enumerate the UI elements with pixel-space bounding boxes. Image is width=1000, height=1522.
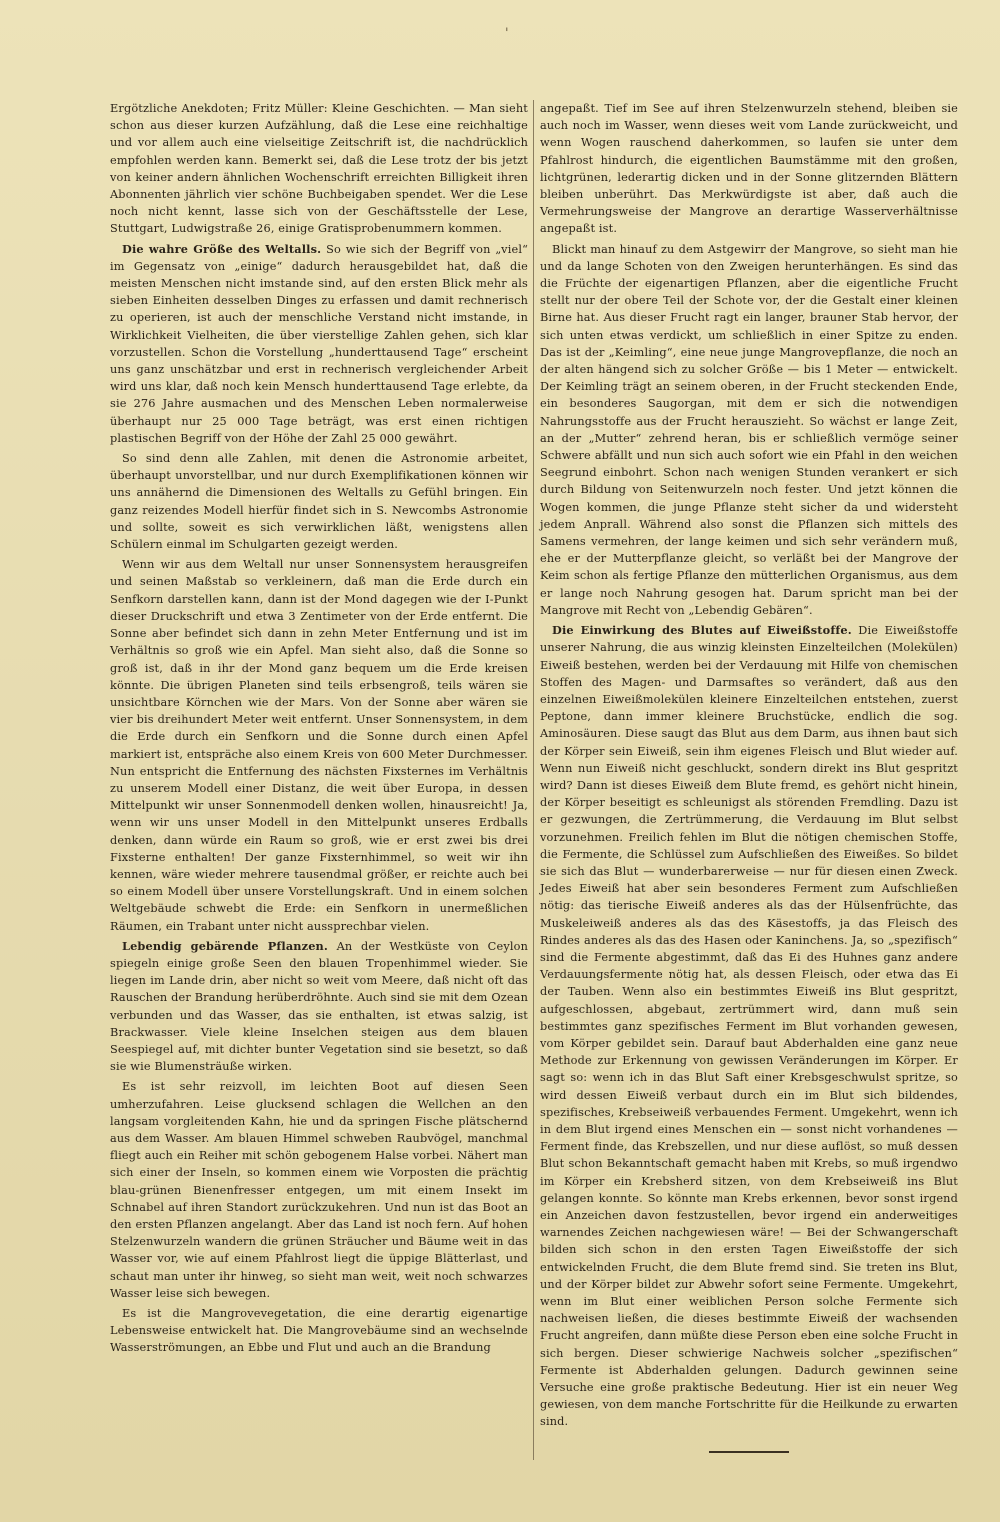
article-heading-weltall: Die wahre Größe des Weltalls. xyxy=(122,241,322,256)
paragraph-mangrove-2: Blickt man hinauf zu dem Astgewirr der Mangrove, so sieht man hie und da lange Schoten von den Zweigen herunterhängen. Es sind das die Früchte der eigenartigen Pflanzen, aber die eigentliche Frucht stellt nur der obere Teil der Schote vor, der die Gestalt einer kleinen Birne hat. Aus dieser Frucht ragt ein langer, brauner Stab hervor, der sich unten etwas verdickt, um schließlich in einer Spitze zu enden. Das ist der „Keimling“, eine neue junge Mangrovepflanze, die noch an der alten hängend sich zu solcher Größe — bis 1 Meter — entwickelt. Der Keimling trägt an seinem oberen, in der Frucht steckenden Ende, ein besonderes Saugorgan, mit dem er sich die notwendigen Nahrungsstoffe aus der Frucht herauszieht. So wächst er lange Zeit, an der „Mutter“ zehrend heran, bis er schließlich vermöge seiner Schwere abfällt und nun sich auch sofort wie ein Pfahl in den weichen Seegrund einbohrt. Schon nach wenigen Stunden verankert er sich durch Bildung von Seitenwurzeln noch fester. Und jetzt können die Wogen kommen, die junge Pflanze steht sicher da und widersteht jedem Anprall. Während also sonst die Pflanzen sich mittels des Samens vermehren, der lange keimen und sich sehr verändern muß, ehe er der Mutterpflanze gleicht, so verläßt bei der Mangrove der Keim schon als fertige Pflanze den mütterlichen Organismus, aus dem er lange noch Nahrung gesogen hat. Darum spricht man bei der Mangrove mit Recht von „Lebendig Gebären“. xyxy=(540,242,958,617)
paragraph-pflanzen-intro: Lebendig gebärende Pflanzen. An der Westküste von Ceylon spiegeln einige große Seen den blauen Tropenhimmel wieder. Sie liegen im Lande drin, aber nicht so weit vom Meere, daß nicht oft das Rauschen der Brandung herüberdröhnte. Auch sind sie mit dem Ozean verbunden und das Wasser, das sie enthalten, ist etwas salzig, ist Brackwasser. Viele kleine Inselchen steigen aus dem blauen Seespiegel auf, mit dichter bunter Vegetation sind sie besetzt, so daß sie wie Blumensträuße wirken. xyxy=(110,938,528,1074)
article-heading-eiweiss: Die Einwirkung des Blutes auf Eiweißstoffe. xyxy=(552,623,852,638)
left-column xyxy=(110,100,528,1360)
right-column xyxy=(540,100,958,1453)
paragraph-pflanzen-2: Es ist sehr reizvoll, im leichten Boot auf diesen Seen umherzufahren. Leise glucksend schlagen die Wellchen an den langsam vorgleitenden Kahn, hie und da springen Fische plätschernd aus dem Wasser. Am blauen Himmel schweben Raubvögel, manchmal fliegt auch ein Reiher mit schön gebogenem Halse vorbei. Nähert man sich einer der Inseln, so kommen einem wie Vorposten die prächtig blau-grünen Bienenfresser entgegen, um mit einem Insekt im Schnabel auf ihren Standort zurückzukehren. Und nun ist das Boot an den ersten Pflanzen angelangt. Aber das Land ist noch fern. Auf hohen Stelzenwurzeln wandern die grünen Sträucher und Bäume weit in das Wasser vor, wie auf einem Pfahlrost liegt die üppige Blätterlast, und schaut man unter ihr hinweg, so sieht man weit, weit noch schwarzes Wasser leise sich bewegen. xyxy=(110,1080,528,1300)
paragraph-weltall-2: So sind denn alle Zahlen, mit denen die Astronomie arbeitet, überhaupt unvorstellbar, und nur durch Exemplifikationen können wir uns annähernd die Dimensionen des Weltalls zu Gefühl bringen. Ein ganz reizendes Modell hierfür findet sich in S. Newcombs Astronomie und sollte, soweit es sich verwirklichen läßt, wenigstens allen Schülern einmal im Schulgarten gezeigt werden. xyxy=(110,452,528,552)
column-divider xyxy=(533,100,534,1460)
paragraph-pflanzen-3: Es ist die Mangrovevegetation, die eine derartig eigenartige Lebensweise entwickelt hat. Die Mangrovebäume sind an wechselnde Wasserströmungen, an Ebbe und Flut und auch an die Brandung xyxy=(110,1307,528,1355)
paragraph-weltall-3: Wenn wir aus dem Weltall nur unser Sonnensystem herausgreifen und seinen Maßstab so verkleinern, daß man die Erde durch ein Senfkorn darstellen kann, dann ist der Mond dagegen wie der I-Punkt dieser Druckschrift und etwa 3 Zentimeter von der Erde entfernt. Die Sonne aber befindet sich dann in zehn Meter Entfernung und ist im Verhältnis so groß wie ein Apfel. Man sieht also, daß die Sonne so groß ist, daß in ihr der Mond ganz bequem um die Erde kreisen könnte. Die übrigen Planeten sind teils erbsengroß, teils wären sie unsichtbare Körnchen wie der Mars. Von der Sonne aber wären sie vier bis dreihundert Meter weit entfernt. Unser Sonnensystem, in dem die Erde durch ein Senfkorn und die Sonne durch einen Apfel markiert ist, entspräche also einem Kreis von 600 Meter Durchmesser. Nun entspricht die Entfernung des nächsten Fixsternes im Verhältnis zu unserem Modell einer Distanz, die weit über Europa, in dessen Mittelpunkt wir unser Sonnenmodell denken wollen, hinausreicht! Ja, wenn wir uns unser Modell in den Mittelpunkt unseres Erdballs denken, dann würde ein Raum so groß, wie er erst zwei bis drei Fixsterne enthalten! Der ganze Fixsternhimmel, so weit wir ihn kennen, wäre wieder mehrere tausendmal größer, er reichte auch bei so einem Modell über unsere Vorstellungskraft. Und in einem solchen Weltgebäude schwebt die Erde: ein Senfkorn in unermeßlichen Räumen, ein Trabant unter nicht aussprechbar vielen. xyxy=(110,558,528,933)
page-mark: ' xyxy=(505,26,509,41)
end-rule xyxy=(709,1451,789,1453)
paragraph-eiweiss: Die Einwirkung des Blutes auf Eiweißstoffe. Die Eiweißstoffe unserer Nahrung, die aus winzig kleinsten Einzelteilchen (Molekülen) Eiweiß bestehen, werden bei der Verdauung mit Hilfe von chemischen Stoffen des Magen- und Darmsaftes so verändert, daß aus den einzelnen Eiweißmolekülen kleinere Einzelteilchen entstehen, zuerst Peptone, dann immer kleinere Bruchstücke, endlich die sog. Aminosäuren. Diese saugt das Blut aus dem Darm, aus ihnen baut sich der Körper sein Eiweiß, sein ihm eigenes Fleisch und Blut wieder auf. Wenn nun Eiweiß nicht geschluckt, sondern direkt ins Blut gespritzt wird? Dann ist dieses Eiweiß dem Blute fremd, es gehört nicht hinein, der Körper beseitigt es schleunigst als störenden Fremdling. Dazu ist er gezwungen, die Zertrümmerung, die Verdauung im Blut selbst vorzunehmen. Freilich fehlen im Blut die nötigen chemischen Stoffe, die Fermente, die Schlüssel zum Aufschließen des Eiweißes. So bildet sie sich das Blut — wunderbarerweise — nur für diesen einen Zweck. Jedes Eiweiß hat aber sein besonderes Ferment zum Aufschließen nötig: das tierische Eiweiß anderes als das der Hülsenfrüchte, das Muskeleiweiß anderes als das des Käsestoffs, ja das Fleisch des Rindes anderes als das des Hasen oder Kaninchens. Ja, so „spezifisch“ sind die Fermente abgestimmt, daß das Ei des Huhnes ganz andere Verdauungsfermente nötig hat, als dessen Fleisch, oder etwa das Ei der Tauben. Wenn also ein bestimmtes Eiweiß ins Blut gespritzt, aufgeschlossen, abgebaut, zertrümmert wird, dann muß sein bestimmtes ganz spezifisches Ferment im Blut vorhanden gewesen, vom Körper gebildet sein. Darauf baut Abderhalden eine ganz neue Methode zur Erkennung von gewissen Veränderungen im Körper. Er sagt so: wenn ich in das Blut Saft einer Krebsgeschwulst spritze, so wird dessen Eiweiß verbaut durch ein im Blut sich bildendes, spezifisches, Krebseiweiß verbauendes Ferment. Umgekehrt, wenn ich in dem Blut irgend eines Menschen ein — sonst nicht vorhandenes — Ferment finde, das Krebszellen, und nur diese auflöst, so muß dessen Blut schon Bekanntschaft gemacht haben mit Krebs, so muß irgendwo im Körper ein Krebsherd sitzen, von dem Krebseiweiß ins Blut gelangen konnte. So könnte man Krebs erkennen, bevor sonst irgend ein Anzeichen davon festzustellen, bevor irgend ein anderweitiges warnendes Zeichen nachgewiesen wäre! — Bei der Schwangerschaft bilden sich schon in den ersten Tagen Eiweißstoffe der sich entwickelnden Frucht, die dem Blute fremd sind. Sie treten ins Blut, und der Körper bildet zur Abwehr sofort seine Fermente. Umgekehrt, wenn im Blut einer weiblichen Person solche Fermente sich nachweisen ließen, die dieses bestimmte Eiweiß der wachsenden Frucht angreifen, dann müßte diese Person eben eine solche Frucht in sich bergen. Dieser schwierige Nachweis solcher „spezifischen“ Fermente ist Abderhalden gelungen. Dadurch gewinnen seine Versuche eine große praktische Bedeutung. Hier ist ein neuer Weg gewiesen, von dem manche Fortschritte für die Heilkunde zu erwarten sind. xyxy=(540,623,958,1429)
article-heading-pflanzen: Lebendig gebärende Pflanzen. xyxy=(122,938,328,953)
paragraph-mangrove-cont: angepaßt. Tief im See auf ihren Stelzenwurzeln stehend, bleiben sie auch noch im Wasser, wenn dieses weit vom Lande zurückweicht, und wenn Wogen rauschend daherkommen, so laufen sie unter dem Pfahlrost hindurch, die eigentlichen Baumstämme mit den großen, lichtgrünen, lederartig dicken und in der Sonne glitzernden Blättern bleiben unberührt. Das Merkwürdigste ist aber, daß auch die Vermehrungsweise der Mangrove an derartige Wasserverhältnisse angepaßt ist. xyxy=(540,102,958,236)
paragraph-lese: Ergötzliche Anekdoten; Fritz Müller: Kleine Geschichten. — Man sieht schon aus dieser kurzen Aufzählung, daß die Lese eine reichhaltige und vor allem auch eine vielseitige Zeitschrift ist, die nachdrücklich empfohlen werden kann. Bemerkt sei, daß die Lese trotz der bis jetzt von keiner andern ähnlichen Wochenschrift erreichten Billigkeit ihren Abonnenten jährlich vier schöne Buchbeigaben spendet. Wer die Lese noch nicht kennt, lasse sich von der Geschäftsstelle der Lese, Stuttgart, Ludwigstraße 26, einige Gratisprobenummern kommen. xyxy=(110,102,528,236)
paragraph-weltall-intro: Die wahre Größe des Weltalls. So wie sich der Begriff von „viel“ im Gegensatz von „einige“ dadurch herausgebildet hat, daß die meisten Menschen nicht imstande sind, auf den ersten Blick mehr als sieben Einheiten desselben Dinges zu erfassen und damit rechnerisch zu operieren, ist auch der menschliche Verstand nicht imstande, in Wirklichkeit Vielheiten, die über vierstellige Zahlen gehen, sich klar vorzustellen. Schon die Vorstellung „hunderttausend Tage“ erscheint uns ganz unschätzbar und erst in rechnerisch vergleichender Arbeit wird uns klar, daß noch kein Mensch hunderttausend Tage erlebte, da sie 276 Jahre ausmachen und des Menschen Leben normalerweise überhaupt nur 25 000 Tage beträgt, was erst einen richtigen plastischen Begriff von der Höhe der Zahl 25 000 gewährt. xyxy=(110,241,529,445)
